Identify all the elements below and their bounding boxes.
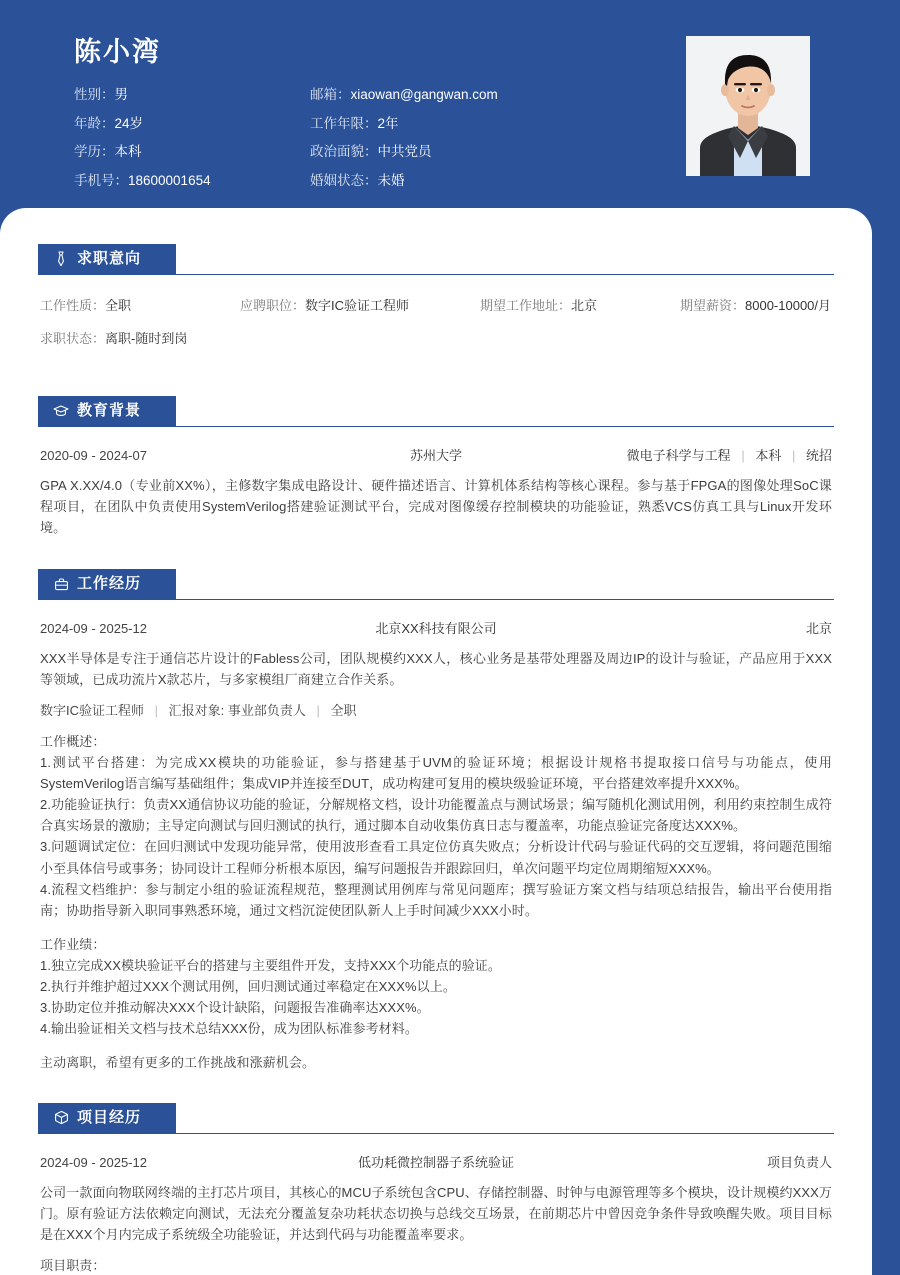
section-tab-job-intent: 求职意向 <box>38 244 176 274</box>
info-email <box>310 86 674 104</box>
intent-job-nature-label: 工作性质： <box>40 298 106 313</box>
work-overview-title: 工作概述： <box>40 734 106 750</box>
section-tab-work-experience: 工作经历 <box>38 569 176 599</box>
job-intent-row-1 <box>40 295 832 314</box>
intent-salary <box>680 295 831 314</box>
section-project-experience <box>38 1103 834 1275</box>
intent-location <box>480 295 680 314</box>
info-gender <box>74 86 310 104</box>
header-info-grid <box>74 86 674 189</box>
work-overview-item: 4.流程文档维护：参与制定小组的验证流程规范，整理测试用例库与常见问题库；撰写验证方案文档与结项总结报告，输出平台使用指南；协助指导新入职同事熟悉环境，通过文档沉淀使团队新人上手时间减少XXX小时。 <box>40 881 832 918</box>
info-degree <box>74 143 310 161</box>
info-phone-value: 18600001654 <box>128 173 211 189</box>
intent-status <box>40 328 240 347</box>
education-admission: 统招 <box>805 448 832 463</box>
education-entry <box>38 427 834 542</box>
work-position: 数字IC验证工程师 <box>40 703 145 719</box>
separator-icon: | <box>154 703 159 719</box>
info-marital-label: 婚姻状态： <box>310 173 378 189</box>
work-job-type: 全职 <box>330 703 357 719</box>
section-header-job-intent <box>38 244 834 275</box>
info-experience-value: 2年 <box>377 115 399 131</box>
section-header-education <box>38 396 834 427</box>
header-banner <box>0 0 900 208</box>
spacer <box>40 921 832 934</box>
section-job-intent <box>38 244 834 367</box>
resume-card <box>0 208 872 1275</box>
work-leave-reason: 主动离职，希望有更多的工作挑战和涨薪机会。 <box>40 1054 316 1070</box>
intent-job-nature-value: 全职 <box>105 298 132 313</box>
education-description: GPA X.XX/4.0（专业前XX%），主修数字集成电路设计、硬件描述语言、计算机体系结构等核心课程。参与基于FPGA的图像处理SoC课程项目，在团队中负责使用SystemVerilog搭建验证测试平台，完成对图像缓存控制模块的功能验证，熟悉VCS仿真工具与Linux开发环境。 <box>40 478 832 536</box>
work-date: 2024-09 - 2025-12 <box>40 621 147 637</box>
section-work-experience <box>38 569 834 1077</box>
project-entry-head <box>40 1152 832 1171</box>
work-achievement-item: 1.独立完成XX模块验证平台的搭建与主要组件开发，支持XXX个功能点的验证。 <box>40 957 501 973</box>
work-report-to: 汇报对象: 事业部负责人 <box>168 703 306 719</box>
necktie-icon <box>53 251 69 267</box>
candidate-name: 陈小湾 <box>74 37 161 67</box>
info-degree-label: 学历： <box>74 144 115 160</box>
intent-salary-value: 8000-10000/月 <box>745 298 832 313</box>
intent-job-nature <box>40 295 240 314</box>
education-date: 2020-09 - 2024-07 <box>40 448 147 463</box>
project-duty-title: 项目职责： <box>40 1258 106 1274</box>
header-info-block <box>74 36 674 190</box>
project-date: 2024-09 - 2025-12 <box>40 1154 147 1170</box>
project-entry <box>38 1134 834 1275</box>
separator-icon: | <box>741 448 745 463</box>
education-degree: 本科 <box>755 448 782 463</box>
education-major: 微电子科学与工程 <box>626 448 731 463</box>
work-entry <box>38 600 834 1077</box>
separator-icon: | <box>316 703 320 719</box>
info-marital-value: 未婚 <box>377 173 405 189</box>
work-achievement-title: 工作业绩： <box>40 936 106 952</box>
intent-location-label: 期望工作地址： <box>480 298 572 313</box>
work-company-description: XXX半导体是专注于通信芯片设计的Fabless公司，团队规模约XXX人，核心业务是基带处理器及周边IP的设计与验证，产品应用于XXX等领域，已成功流片X款芯片，与多家模组厂商建立合作关系。 <box>40 651 832 688</box>
work-position-line <box>40 700 832 719</box>
intent-position-value: 数字IC验证工程师 <box>305 298 410 313</box>
separator-icon: | <box>791 448 796 463</box>
info-age-label: 年龄： <box>74 115 115 131</box>
work-achievement-item: 2.执行并维护超过XXX个测试用例，回归测试通过率稳定在XXX%以上。 <box>40 978 456 994</box>
info-age <box>74 115 310 133</box>
info-gender-value: 男 <box>114 87 128 103</box>
candidate-photo <box>686 36 810 176</box>
info-age-value: 24岁 <box>114 115 144 131</box>
graduation-cap-icon <box>53 403 69 419</box>
project-description: 公司一款面向物联网终端的主打芯片项目，其核心的MCU子系统包含CPU、存储控制器、时钟与电源管理等多个模块，设计规模约XXX万门。原有验证方法依赖定向测试，无法充分覆盖复杂功耗状态切换与总线交互场景，在前期芯片中曾因竞争条件导致唤醒失败。项目目标是在XXX个月内完成子系统级全功能验证，并达到代码与功能覆盖率要求。 <box>40 1184 832 1243</box>
work-achievement-item: 3.协助定位并推动解决XXX个设计缺陷，问题报告准确率达XXX%。 <box>40 999 430 1015</box>
work-entry-head <box>40 618 832 637</box>
info-marital <box>310 172 674 190</box>
section-education <box>38 396 834 542</box>
education-school: 苏州大学 <box>409 448 462 463</box>
spacer <box>40 1039 832 1052</box>
intent-status-label: 求职状态： <box>40 331 106 346</box>
job-intent-row-2 <box>40 328 832 347</box>
work-location: 北京 <box>805 621 832 637</box>
info-political-value: 中共党员 <box>377 144 432 160</box>
education-entry-head <box>40 445 832 464</box>
info-phone-label: 手机号： <box>74 173 128 189</box>
info-experience <box>310 115 674 133</box>
education-meta <box>532 445 832 464</box>
intent-position <box>240 295 480 314</box>
section-tab-education: 教育背景 <box>38 396 176 426</box>
intent-position-label: 应聘职位： <box>240 298 306 313</box>
work-company: 北京XX科技有限公司 <box>375 621 497 637</box>
info-degree-value: 本科 <box>114 144 142 160</box>
work-overview-item: 3.问题调试定位：在回归测试中发现功能异常，使用波形查看工具定位仿真失败点；分析设计代码与验证代码的交互逻辑，将问题范围缩小至具体信号或事务；协同设计工程师分析根本原因，编写问题报告并跟踪回归，单次问题平均定位周期缩短XXX%。 <box>40 839 832 876</box>
work-overview-item: 2.功能验证执行：负责XX通信协议功能的验证，分解规格文档，设计功能覆盖点与测试场景；编写随机化测试用例，利用约束控制生成符合真实场景的激励；主导定向测试与回归测试的执行，通过脚本自动收集仿真日志与覆盖率，功能点验证完备度达XXX%。 <box>40 797 832 834</box>
job-intent-body <box>38 275 834 367</box>
info-email-value: xiaowan@gangwan.com <box>350 87 498 103</box>
info-gender-label: 性别： <box>74 87 115 103</box>
project-name: 低功耗微控制器子系统验证 <box>357 1154 514 1170</box>
intent-location-value: 北京 <box>571 298 598 313</box>
info-experience-label: 工作年限： <box>310 115 378 131</box>
info-email-label: 邮箱： <box>310 87 351 103</box>
section-header-work-experience <box>38 569 834 600</box>
box-icon <box>53 1110 69 1126</box>
section-header-project-experience <box>38 1103 834 1134</box>
info-political-label: 政治面貌： <box>310 144 378 160</box>
info-political <box>310 143 674 161</box>
briefcase-icon <box>53 576 69 592</box>
section-tab-project-experience: 项目经历 <box>38 1103 176 1133</box>
intent-salary-label: 期望薪资： <box>680 298 746 313</box>
project-role: 项目负责人 <box>766 1154 832 1170</box>
intent-status-value: 离职-随时到岗 <box>105 331 188 346</box>
info-phone <box>74 172 310 190</box>
work-overview-item: 1.测试平台搭建：为完成XX模块的功能验证，参与搭建基于UVM的验证环境；根据设计规格书提取接口信号与功能点，使用SystemVerilog语言编写基础组件；集成VIP并连接至DUT，成功构建可复用的模块级验证环境，平台搭建效率提升XXX%。 <box>40 755 832 792</box>
work-achievement-item: 4.输出验证相关文档与技术总结XXX份，成为团队标准参考材料。 <box>40 1020 418 1036</box>
